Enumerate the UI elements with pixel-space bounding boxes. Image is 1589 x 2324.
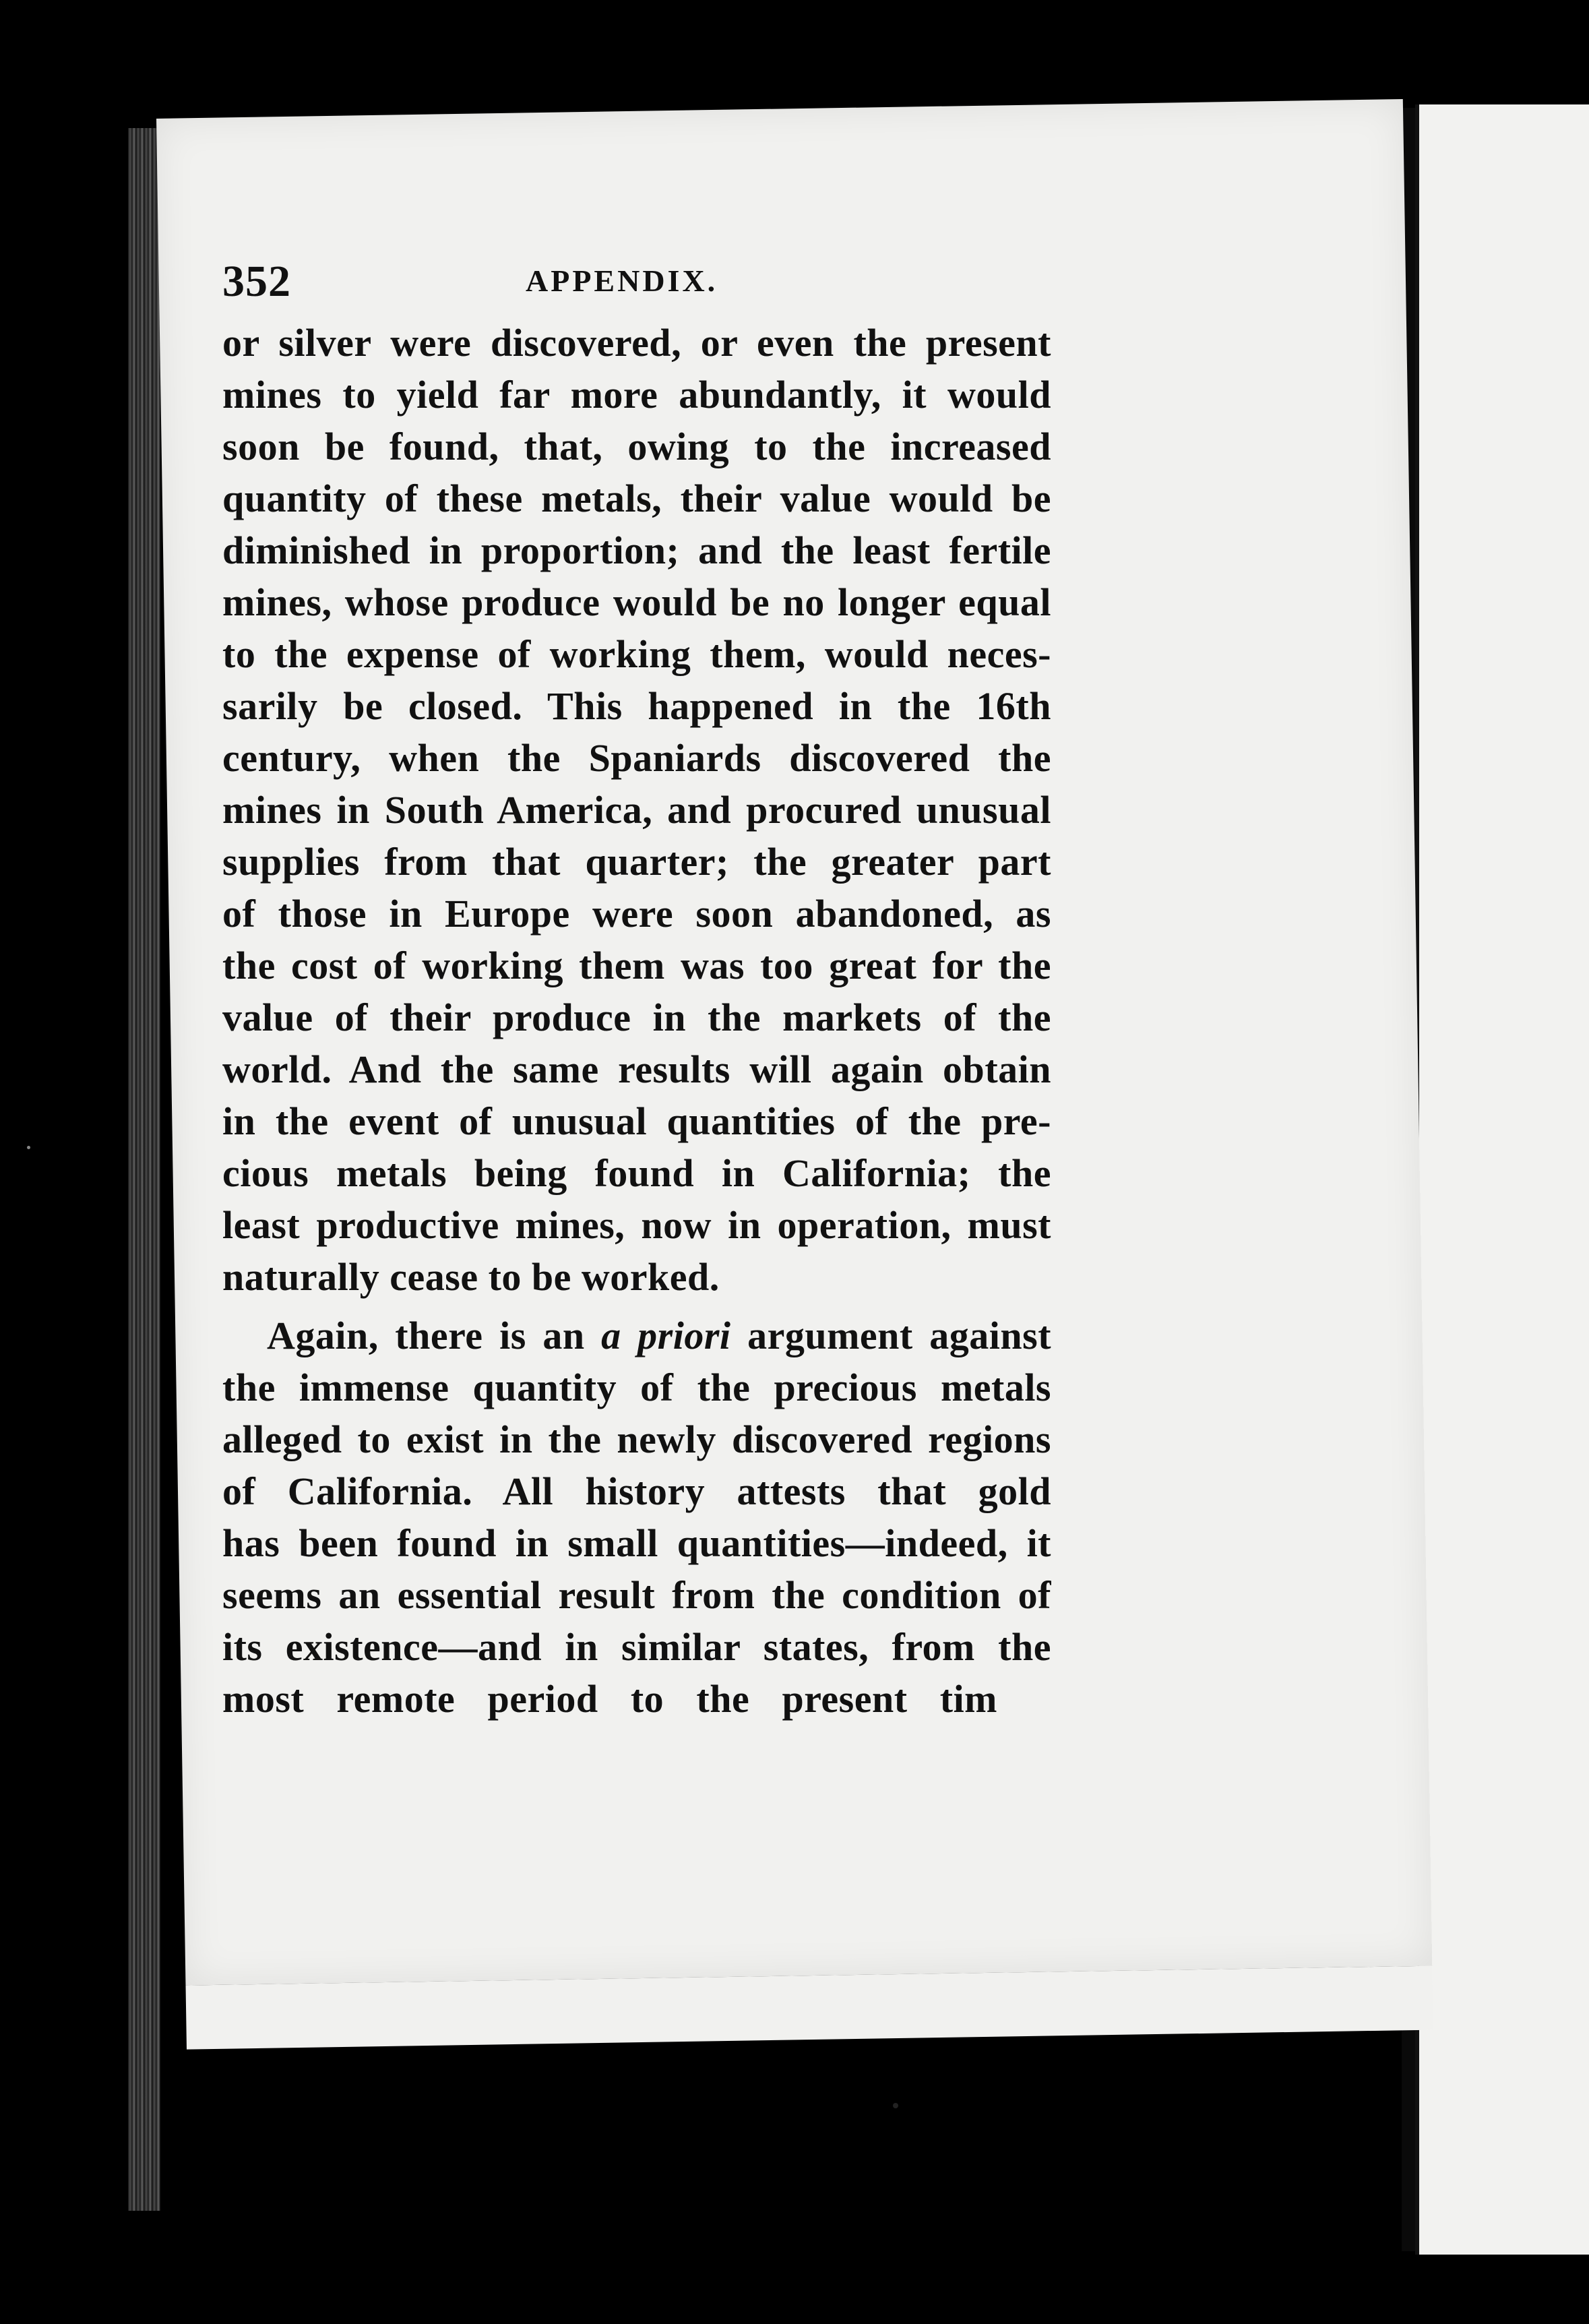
text-line: diminished in proportion; and the least fertile [222,528,1051,572]
text-line: least productive mines, now in operation, must [222,1203,1051,1247]
text-line: most remote period to the present tim [222,1677,997,1721]
running-head: APPENDIX. [526,264,718,298]
text-fragment: Again, there is an [267,1314,585,1357]
text-line: mines, whose produce would be no longer equal [222,580,1051,624]
text-line: seems an essential result from the condition of [222,1573,1051,1617]
text-line: soon be found, that, owing to the increased [222,425,1051,468]
text-line: sarily be closed. This happened in the 16th [222,684,1051,728]
text-line: value of their produce in the markets of the [222,996,1051,1039]
facing-page-edge [1415,104,1589,2255]
body-text [222,317,1233,1725]
book-spine-edge [128,128,160,2211]
text-line: in the event of unusual quantities of the pre- [222,1099,1051,1143]
paragraph-gap [222,1303,1233,1310]
page-header [222,256,1193,317]
text-line: alleged to exist in the newly discovered regions [222,1417,1051,1461]
text-line: of those in Europe were soon abandoned, as [222,892,1051,936]
text-line: world. And the same results will again obtain [222,1047,1051,1091]
paper-speck [893,2103,898,2108]
italic-phrase: a priori [601,1314,731,1357]
text-line: its existence—and in similar states, from the [222,1625,1051,1669]
text-line: or silver were discovered, or even the present [222,321,1051,365]
text-line: of California. All history attests that gold [222,1469,1051,1513]
text-line: naturally cease to be worked. [222,1255,720,1299]
text-line: supplies from that quarter; the greater part [222,840,1051,884]
text-line: quantity of these metals, their value would be [222,477,1051,520]
page-number: 352 [222,257,291,306]
text-fragment: argument against [747,1314,1052,1357]
text-line: mines to yield far more abundantly, it would [222,373,1051,417]
text-line: cious metals being found in California; the [222,1151,1051,1195]
text-line: the immense quantity of the precious metals [222,1366,1051,1409]
scan-speck [27,1146,30,1149]
text-line-paragraph-start [222,1310,1051,1362]
text-line: mines in South America, and procured unusual [222,788,1051,832]
text-line: to the expense of working them, would neces- [222,632,1051,676]
text-line: the cost of working them was too great for the [222,944,1051,987]
text-line: century, when the Spaniards discovered the [222,736,1051,780]
text-line: has been found in small quantities—indeed, it [222,1521,1051,1565]
